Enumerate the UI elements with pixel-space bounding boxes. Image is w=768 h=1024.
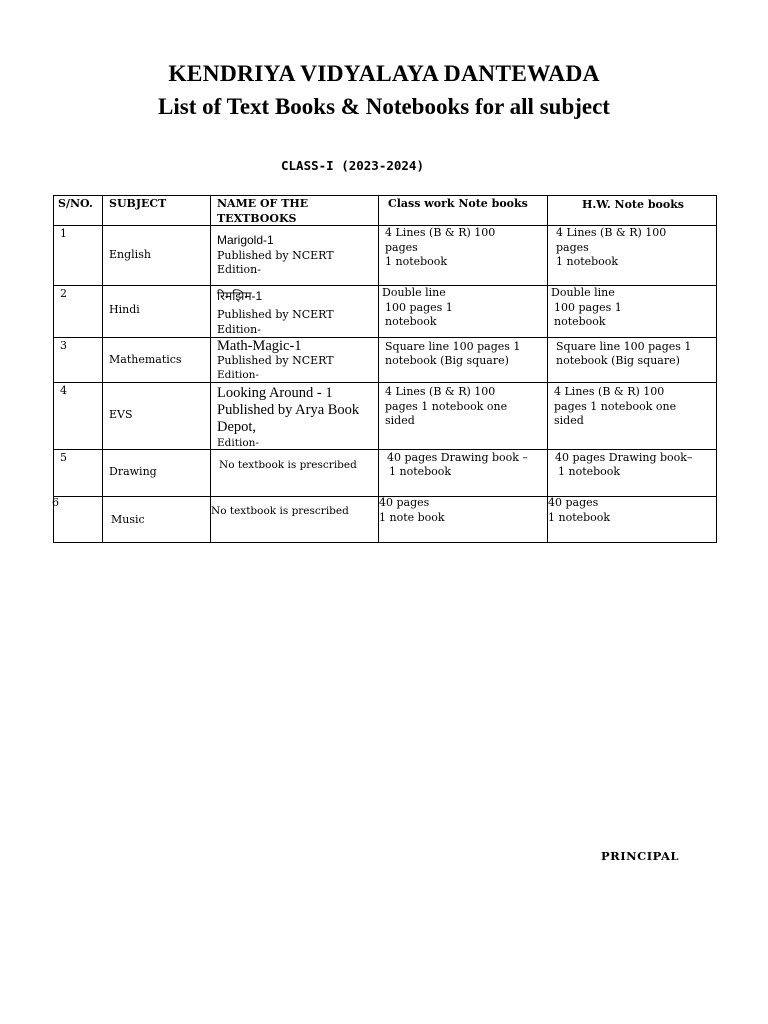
class-heading: CLASS-I (2023-2024)	[281, 158, 424, 173]
cell-textbook: No textbook is prescribed	[211, 450, 379, 497]
cell-homework: 4 Lines (B & R) 100 pages 1 notebook	[548, 226, 717, 286]
cell-sno: 5	[54, 450, 103, 497]
cell-homework: 4 Lines (B & R) 100 pages 1 notebook one sided	[548, 383, 717, 450]
cell-homework: Square line 100 pages 1 notebook (Big square)	[548, 338, 717, 383]
cell-homework: Double line 100 pages 1 notebook	[548, 286, 717, 338]
cell-sno: 3	[54, 338, 103, 383]
cell-classwork: Square line 100 pages 1 notebook (Big square)	[379, 338, 548, 383]
cell-sno: 6	[54, 497, 103, 543]
table-row	[54, 286, 717, 338]
col-header-subject: SUBJECT	[103, 196, 211, 226]
table-row	[54, 497, 717, 543]
textbook-table	[53, 195, 717, 543]
cell-sno: 1	[54, 226, 103, 286]
cell-classwork: 40 pages 1 note book	[379, 497, 548, 543]
cell-subject: Hindi	[103, 286, 211, 338]
cell-classwork: 40 pages Drawing book – 1 notebook	[379, 450, 548, 497]
school-title: KENDRIYA VIDYALAYA DANTEWADA	[168, 61, 600, 87]
table-header-row	[54, 196, 717, 226]
col-header-homework: H.W. Note books	[548, 196, 717, 226]
cell-textbook: Looking Around - 1 Published by Arya Book Depot, Edition-	[211, 383, 379, 450]
document-subtitle: List of Text Books & Notebooks for all subject	[158, 94, 610, 119]
cell-sno: 2	[54, 286, 103, 338]
cell-subject: Drawing	[103, 450, 211, 497]
table-row	[54, 226, 717, 286]
table-row	[54, 338, 717, 383]
col-header-classwork: Class work Note books	[379, 196, 548, 226]
cell-subject: English	[103, 226, 211, 286]
cell-classwork: 4 Lines (B & R) 100 pages 1 notebook one sided	[379, 383, 548, 450]
col-header-sno: S/NO.	[54, 196, 103, 226]
table-row	[54, 450, 717, 497]
cell-homework: 40 pages Drawing book– 1 notebook	[548, 450, 717, 497]
cell-textbook: Marigold-1 Published by NCERT Edition-	[211, 226, 379, 286]
cell-classwork: Double line 100 pages 1 notebook	[379, 286, 548, 338]
cell-homework: 40 pages 1 notebook	[548, 497, 717, 543]
col-header-textbook: NAME OF THE TEXTBOOKS	[211, 196, 379, 226]
cell-sno: 4	[54, 383, 103, 450]
signatory-label: PRINCIPAL	[601, 849, 679, 863]
table-row	[54, 383, 717, 450]
cell-classwork: 4 Lines (B & R) 100 pages 1 notebook	[379, 226, 548, 286]
cell-subject: Mathematics	[103, 338, 211, 383]
cell-subject: Music	[103, 497, 211, 543]
cell-textbook: रिमझिम-1 Published by NCERT Edition-	[211, 286, 379, 338]
cell-textbook: Math-Magic-1 Published by NCERT Edition-	[211, 338, 379, 383]
cell-textbook: No textbook is prescribed	[211, 497, 379, 543]
cell-subject: EVS	[103, 383, 211, 450]
